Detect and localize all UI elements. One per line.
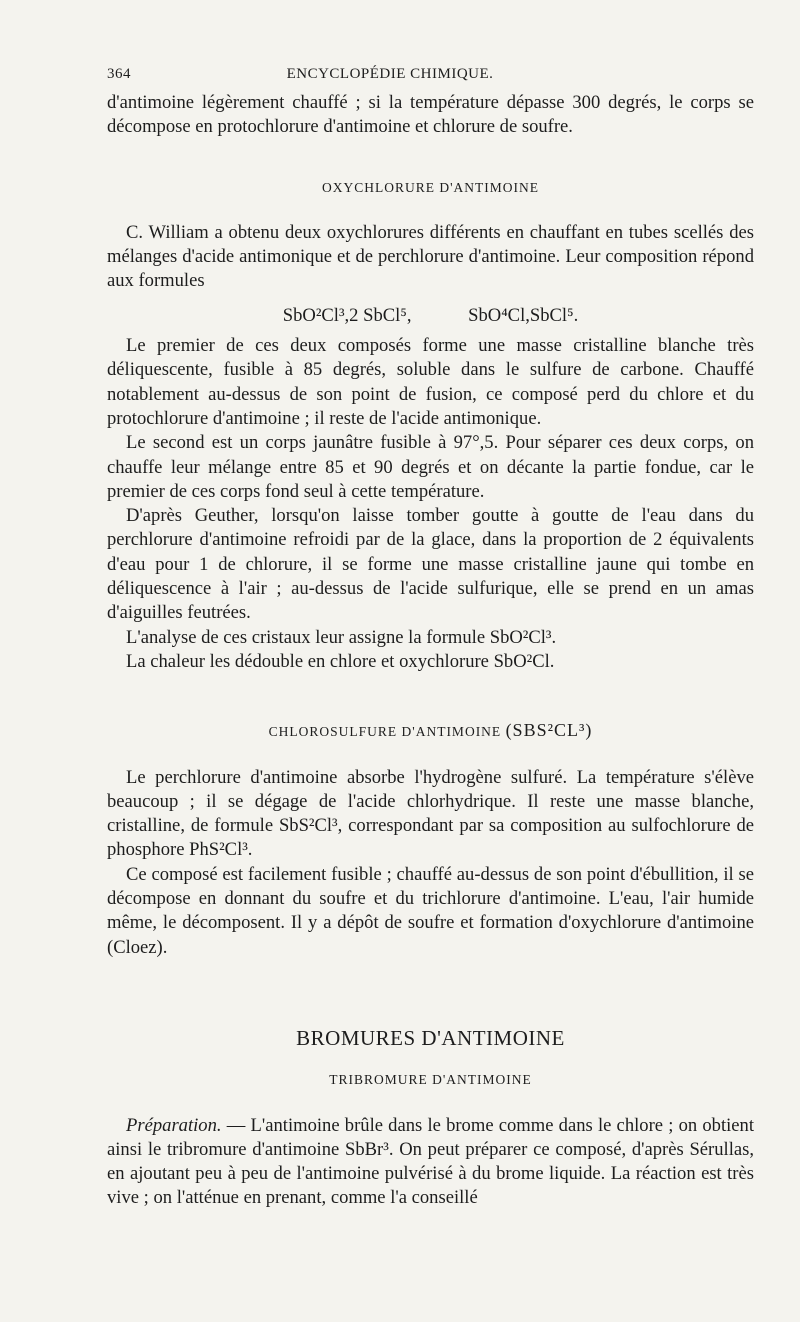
paragraph: Le second est un corps jaunâtre fusible à 97°,5. Pour séparer ces deux corps, on chauffe leur mélange entre 85 et 90 degrés et on décante la partie fondue, car le premier de ces corps fond seul à cette température. [107,432,754,502]
intro-paragraph: d'antimoine légèrement chauffé ; si la température dépasse 300 degrés, le corps se décompose en protochlorure d'antimoine et chlorure de soufre. [107,92,754,138]
paragraph: Le premier de ces deux composés forme une masse cristalline blanche très déliquescente, fusible à 85 degrés, soluble dans le sulfure de carbone. Chauffé notablement au-dessus de son point de fusion, ce composé perd du chlore et du protochlorure d'antimoine ; il reste de l'acide antimonique. [107,335,754,429]
section-heading-chlorosulfure [107,718,754,744]
paragraph: La chaleur les dédouble en chlore et oxychlorure SbO²Cl. [126,650,555,672]
heading-text: CHLOROSULFURE D'ANTIMOINE [268,724,502,740]
formula: SbO⁴Cl,SbCl⁵. [468,304,579,326]
formula: SbO²Cl³,2 SbCl⁵, [282,304,412,326]
section-heading-tribromure: TRIBROMURE D'ANTIMOINE [329,1072,532,1088]
section-heading-oxychlorure: OXYCHLORURE D'ANTIMOINE [321,179,540,195]
running-title: ENCYCLOPÉDIE CHIMIQUE. [286,66,494,82]
formula-line [107,304,754,328]
paragraph: Le perchlorure d'antimoine absorbe l'hydrogène sulfuré. La température s'élève beaucoup ; il se dégage de l'acide chlorhydrique. Il reste une masse blanche, cristalline, de formule SbS²Cl³, correspondant par sa composition au sulfochlorure de phosphore PhS²Cl³. [107,766,754,861]
paragraph [107,1114,754,1211]
paragraph-lead: Préparation. [126,1114,222,1136]
paragraph: D'après Geuther, lorsqu'on laisse tomber goutte à goutte de l'eau dans du perchlorure d'antimoine refroidi par de la glace, dans la proportion de 2 équivalents d'eau pour 1 de chlorure, il se forme une masse cristalline jaune qui tombe en déliquescence à l'air ; au-dessus de l'acide sulfurique, elle se prend en un amas d'aiguilles feutrées. [107,505,754,624]
paragraph-text: — L'antimoine brûle dans le brome comme dans le chlore ; on obtient ainsi le tribromure d'antimoine SbBr³. On peut préparer ce composé, d'après Sérullas, en ajoutant peu à peu de l'antimoine pulvérisé à du brome liquide. La réaction est très vive ; on l'atténue en prenant, comme l'a conseillé [107,1114,754,1209]
paragraph: C. William a obtenu deux oxychlorures différents en chauffant en tubes scellés des mélanges d'acide antimonique et de perchlorure d'antimoine. Leur composition répond aux formules [107,221,754,292]
page-number: 364 [107,66,131,82]
paragraph: Ce composé est facilement fusible ; chauffé au-dessus de son point d'ébullition, il se décompose en donnant du soufre et du trichlorure d'antimoine. L'eau, l'air humide même, le décomposent. Il y a dépôt de soufre et formation d'oxychlorure d'antimoine (Cloez). [107,863,754,958]
body-text [107,91,754,1211]
paragraph: L'analyse de ces cristaux leur assigne la formule SbO²Cl³. [126,626,557,648]
page-header [107,66,743,83]
chapter-heading-bromures: BROMURES D'ANTIMOINE [296,1025,565,1050]
heading-formula: (SBS²CL³) [505,720,593,741]
